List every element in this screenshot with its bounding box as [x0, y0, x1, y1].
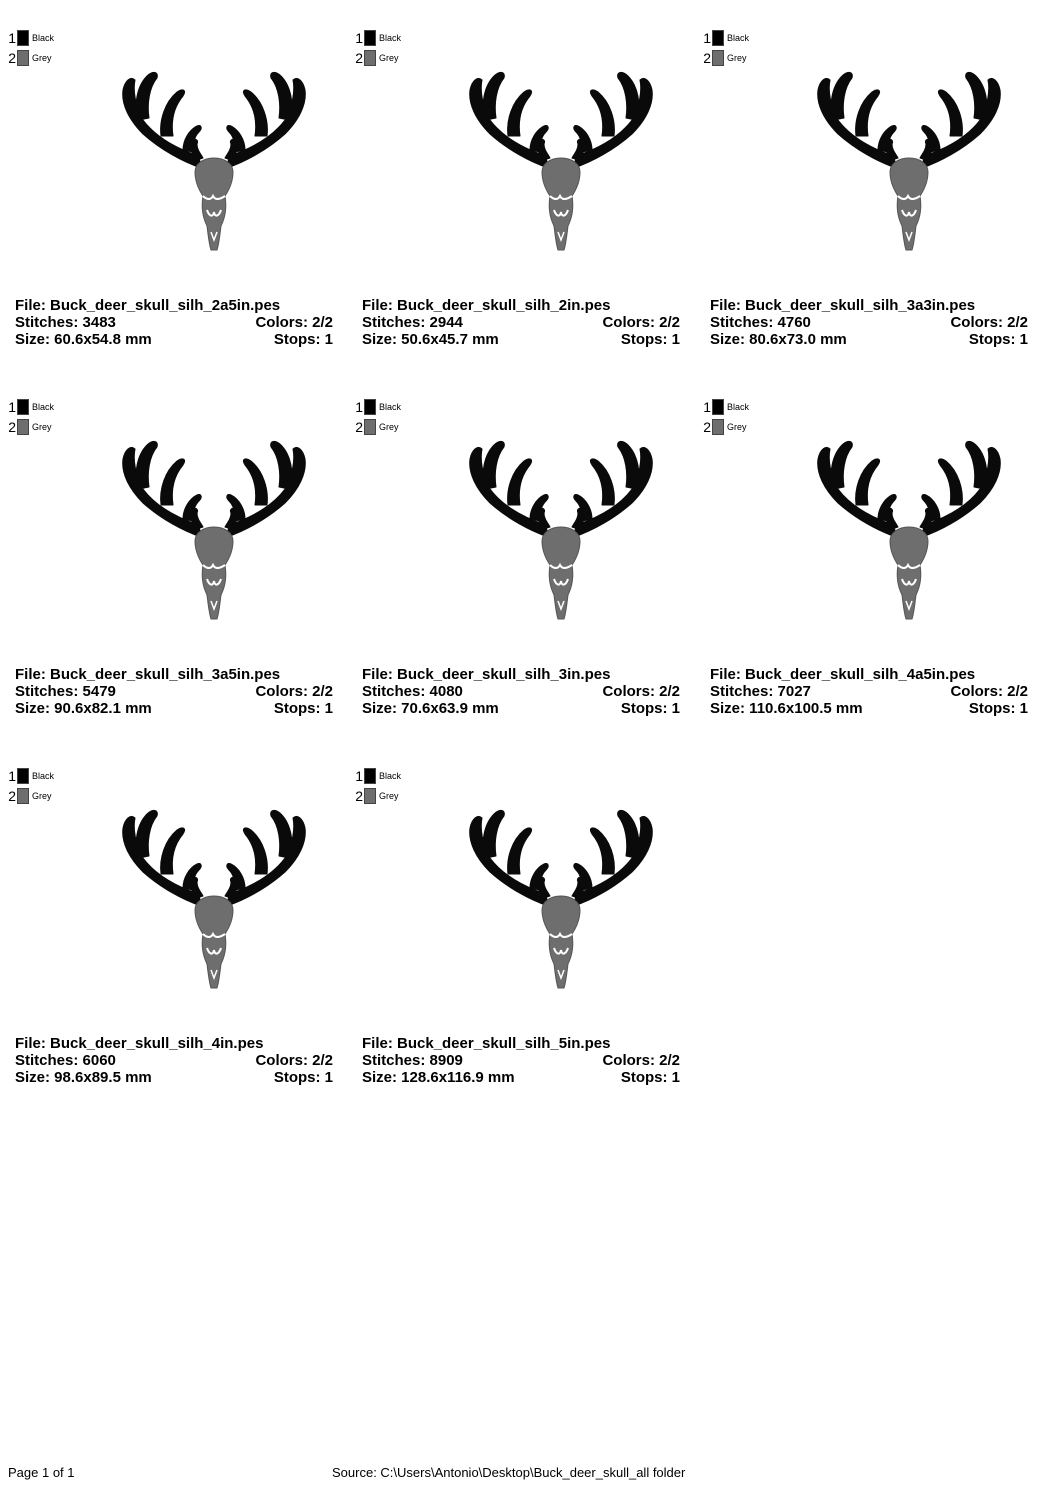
design-info [15, 1035, 333, 1086]
legend-number: 1 [8, 30, 16, 46]
design-info [710, 666, 1028, 717]
stop-count: Stops: 1 [273, 1069, 333, 1086]
legend-color-name: Black [727, 33, 750, 43]
grey-swatch [712, 419, 724, 435]
legend-color-name: Grey [727, 53, 747, 63]
legend-number: 2 [355, 50, 363, 66]
design-card [695, 389, 1030, 717]
color-count: Colors: 2/2 [602, 314, 680, 331]
legend-number: 2 [355, 419, 363, 435]
legend-number: 2 [8, 419, 16, 435]
design-card [347, 758, 682, 1086]
file-name: File: Buck_deer_skull_silh_2a5in.pes [15, 297, 281, 314]
design-size: Size: 50.6x45.7 mm [362, 331, 499, 348]
legend-row [353, 397, 401, 417]
black-swatch [17, 768, 29, 784]
legend-row [353, 786, 401, 806]
design-card [0, 758, 335, 1086]
grey-swatch [17, 419, 29, 435]
legend-number: 1 [8, 399, 16, 415]
legend-number: 2 [8, 788, 16, 804]
stop-count: Stops: 1 [620, 1069, 680, 1086]
legend-color-name: Grey [32, 422, 52, 432]
deer-skull-design-image [798, 50, 1020, 270]
legend-number: 2 [355, 788, 363, 804]
black-swatch [364, 768, 376, 784]
stitch-count: Stitches: 2944 [362, 314, 463, 331]
black-swatch [712, 399, 724, 415]
legend-color-name: Grey [379, 791, 399, 801]
legend-color-name: Grey [32, 53, 52, 63]
file-name: File: Buck_deer_skull_silh_4a5in.pes [710, 666, 976, 683]
legend-color-name: Black [32, 402, 55, 412]
color-legend [353, 28, 401, 68]
stitch-count: Stitches: 8909 [362, 1052, 463, 1069]
legend-number: 1 [703, 399, 711, 415]
design-size: Size: 70.6x63.9 mm [362, 700, 499, 717]
legend-row [6, 397, 54, 417]
legend-number: 1 [355, 30, 363, 46]
grey-swatch [17, 788, 29, 804]
legend-row [701, 417, 749, 437]
deer-skull-design-image [450, 419, 672, 639]
grey-swatch [364, 419, 376, 435]
stop-count: Stops: 1 [273, 700, 333, 717]
legend-row [353, 48, 401, 68]
color-count: Colors: 2/2 [255, 314, 333, 331]
color-legend [353, 766, 401, 806]
legend-row [6, 786, 54, 806]
file-name: File: Buck_deer_skull_silh_3a3in.pes [710, 297, 976, 314]
stitch-count: Stitches: 3483 [15, 314, 116, 331]
legend-color-name: Black [379, 771, 402, 781]
stop-count: Stops: 1 [968, 331, 1028, 348]
legend-number: 1 [355, 399, 363, 415]
legend-number: 1 [8, 768, 16, 784]
design-card [347, 389, 682, 717]
legend-number: 2 [703, 419, 711, 435]
design-card [347, 20, 682, 348]
legend-number: 1 [355, 768, 363, 784]
file-name: File: Buck_deer_skull_silh_2in.pes [362, 297, 611, 314]
design-card [0, 389, 335, 717]
design-info [362, 297, 680, 348]
color-legend [6, 766, 54, 806]
black-swatch [17, 30, 29, 46]
legend-color-name: Black [379, 402, 402, 412]
grey-swatch [712, 50, 724, 66]
page-number: Page 1 of 1 [8, 1465, 75, 1480]
stitch-count: Stitches: 6060 [15, 1052, 116, 1069]
design-size: Size: 98.6x89.5 mm [15, 1069, 152, 1086]
design-size: Size: 80.6x73.0 mm [710, 331, 847, 348]
black-swatch [364, 30, 376, 46]
legend-row [353, 28, 401, 48]
deer-skull-design-image [450, 50, 672, 270]
deer-skull-design-image [103, 419, 325, 639]
deer-skull-design-image [103, 50, 325, 270]
deer-skull-design-image [103, 788, 325, 1008]
legend-color-name: Grey [379, 422, 399, 432]
design-info [15, 297, 333, 348]
black-swatch [364, 399, 376, 415]
legend-color-name: Black [32, 33, 55, 43]
stitch-count: Stitches: 4080 [362, 683, 463, 700]
legend-row [701, 48, 749, 68]
legend-row [6, 766, 54, 786]
color-count: Colors: 2/2 [602, 683, 680, 700]
legend-color-name: Grey [727, 422, 747, 432]
stop-count: Stops: 1 [968, 700, 1028, 717]
black-swatch [17, 399, 29, 415]
legend-number: 1 [703, 30, 711, 46]
legend-row [6, 48, 54, 68]
file-name: File: Buck_deer_skull_silh_5in.pes [362, 1035, 611, 1052]
design-size: Size: 90.6x82.1 mm [15, 700, 152, 717]
black-swatch [712, 30, 724, 46]
legend-row [6, 28, 54, 48]
grey-swatch [364, 788, 376, 804]
design-size: Size: 110.6x100.5 mm [710, 700, 863, 717]
source-path: Source: C:\Users\Antonio\Desktop\Buck_deer_skull_all folder [332, 1465, 686, 1480]
deer-skull-design-image [450, 788, 672, 1008]
color-count: Colors: 2/2 [255, 1052, 333, 1069]
stitch-count: Stitches: 5479 [15, 683, 116, 700]
design-size: Size: 128.6x116.9 mm [362, 1069, 515, 1086]
legend-row [353, 766, 401, 786]
color-count: Colors: 2/2 [255, 683, 333, 700]
file-name: File: Buck_deer_skull_silh_3a5in.pes [15, 666, 281, 683]
design-info [362, 666, 680, 717]
design-info [362, 1035, 680, 1086]
design-info [710, 297, 1028, 348]
file-name: File: Buck_deer_skull_silh_3in.pes [362, 666, 611, 683]
deer-skull-design-image [798, 419, 1020, 639]
legend-color-name: Black [379, 33, 402, 43]
stop-count: Stops: 1 [273, 331, 333, 348]
color-count: Colors: 2/2 [950, 683, 1028, 700]
legend-color-name: Grey [379, 53, 399, 63]
legend-row [353, 417, 401, 437]
color-legend [353, 397, 401, 437]
design-size: Size: 60.6x54.8 mm [15, 331, 152, 348]
grey-swatch [364, 50, 376, 66]
legend-number: 2 [703, 50, 711, 66]
legend-row [701, 28, 749, 48]
legend-color-name: Black [32, 771, 55, 781]
stitch-count: Stitches: 4760 [710, 314, 811, 331]
design-info [15, 666, 333, 717]
legend-color-name: Grey [32, 791, 52, 801]
design-card [0, 20, 335, 348]
stop-count: Stops: 1 [620, 331, 680, 348]
color-legend [701, 28, 749, 68]
color-count: Colors: 2/2 [602, 1052, 680, 1069]
color-count: Colors: 2/2 [950, 314, 1028, 331]
color-legend [701, 397, 749, 437]
color-legend [6, 397, 54, 437]
stitch-count: Stitches: 7027 [710, 683, 811, 700]
legend-color-name: Black [727, 402, 750, 412]
legend-row [6, 417, 54, 437]
color-legend [6, 28, 54, 68]
legend-row [701, 397, 749, 417]
legend-number: 2 [8, 50, 16, 66]
grey-swatch [17, 50, 29, 66]
design-card [695, 20, 1030, 348]
file-name: File: Buck_deer_skull_silh_4in.pes [15, 1035, 264, 1052]
stop-count: Stops: 1 [620, 700, 680, 717]
